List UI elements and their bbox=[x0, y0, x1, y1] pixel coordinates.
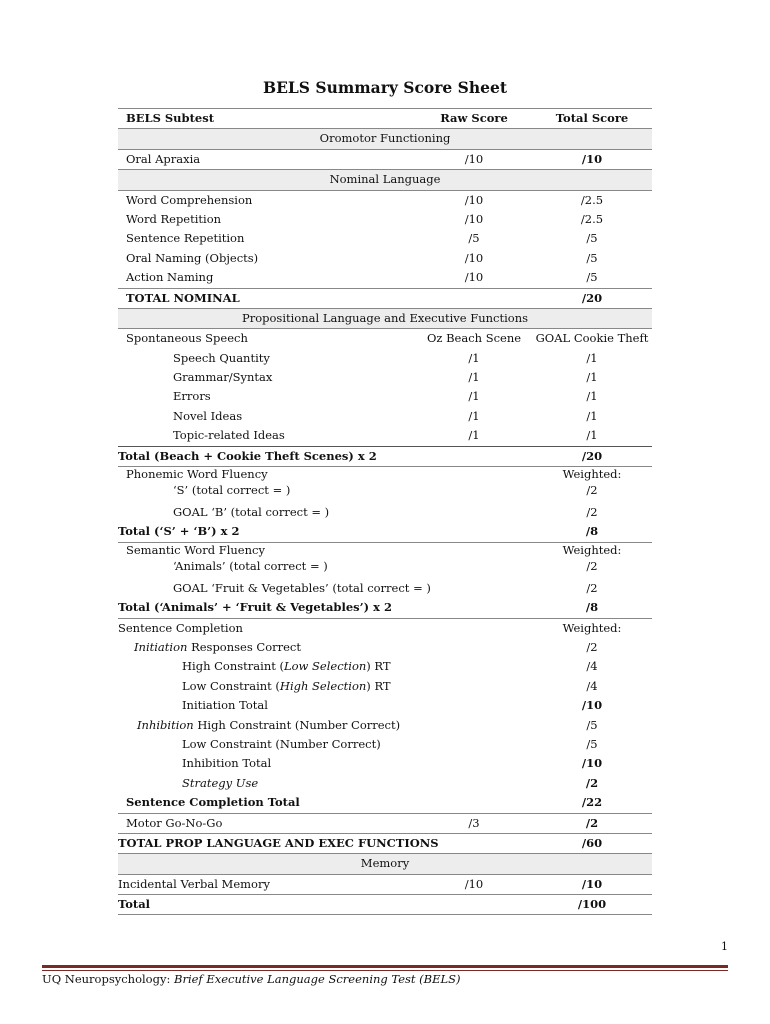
footer-rule-thin bbox=[42, 970, 728, 971]
weighted-label: Weighted: bbox=[562, 542, 622, 557]
text: High Constraint ( bbox=[182, 659, 284, 674]
table-row bbox=[118, 503, 652, 522]
speech-total-row bbox=[118, 447, 652, 466]
row-label: Total (‘S’ + ‘B’) x 2 bbox=[118, 524, 240, 539]
total-score: /4 bbox=[586, 678, 598, 693]
section-oromotor: Oromotor Functioning bbox=[118, 128, 652, 149]
total-score: /5 bbox=[586, 717, 598, 732]
total-score: /10 bbox=[581, 698, 603, 713]
footer-text bbox=[42, 972, 461, 986]
table-row bbox=[118, 210, 652, 229]
raw-score: /1 bbox=[468, 389, 480, 404]
text: Low Constraint ( bbox=[182, 678, 280, 693]
total-score: /2 bbox=[585, 775, 599, 790]
total-score: /5 bbox=[586, 231, 598, 246]
row-label: Oral Apraxia bbox=[126, 151, 201, 166]
footer-rule bbox=[42, 965, 728, 968]
row-label: Errors bbox=[173, 389, 211, 404]
nominal-total-row bbox=[118, 289, 652, 308]
row-label: TOTAL NOMINAL bbox=[126, 290, 240, 305]
row-label: Total (Beach + Cookie Theft Scenes) x 2 bbox=[118, 448, 377, 463]
table-row bbox=[118, 229, 652, 248]
total-score: /4 bbox=[586, 659, 598, 674]
page-title: BELS Summary Score Sheet bbox=[262, 78, 508, 97]
text: ) RT bbox=[366, 678, 391, 693]
total-score: /22 bbox=[581, 795, 603, 810]
row-label: Oral Naming (Objects) bbox=[126, 250, 259, 265]
text: Responses Correct bbox=[187, 639, 301, 654]
row-label bbox=[182, 677, 391, 696]
table-header bbox=[118, 108, 652, 128]
total-score: /100 bbox=[577, 897, 607, 912]
italic-text: Low Selection bbox=[283, 659, 367, 674]
row-label bbox=[137, 716, 400, 735]
row-label: Inhibition Total bbox=[182, 756, 272, 771]
total-score: /2.5 bbox=[580, 211, 604, 226]
table-row bbox=[118, 407, 652, 426]
row-label: Low Constraint (Number Correct) bbox=[182, 736, 381, 751]
row-label: Sentence Repetition bbox=[126, 231, 245, 246]
total-score: /8 bbox=[585, 600, 599, 615]
row-label: Incidental Verbal Memory bbox=[118, 876, 270, 891]
total-score: /2 bbox=[586, 639, 598, 654]
row-label: ‘Animals’ (total correct = ) bbox=[173, 558, 328, 573]
total-score: /8 bbox=[585, 524, 599, 539]
raw-score: /10 bbox=[464, 270, 484, 285]
section-propositional: Propositional Language and Executive Functions bbox=[118, 308, 652, 329]
header-raw: Raw Score bbox=[440, 111, 508, 125]
raw-score: /10 bbox=[464, 211, 484, 226]
total-score: /20 bbox=[581, 290, 603, 305]
phonemic-total-row bbox=[118, 522, 652, 541]
total-score: /10 bbox=[581, 756, 603, 771]
phonemic-block bbox=[118, 466, 652, 503]
table-row bbox=[118, 349, 652, 368]
total-score: /1 bbox=[586, 408, 598, 423]
row-label: Sentence Completion Total bbox=[126, 795, 300, 810]
total-score: /60 bbox=[581, 835, 603, 850]
row-label: Spontaneous Speech bbox=[126, 331, 248, 346]
raw-score: Oz Beach Scene bbox=[426, 331, 522, 346]
weighted-label: Weighted: bbox=[562, 620, 622, 635]
total-score: /1 bbox=[586, 428, 598, 443]
page-number: 1 bbox=[721, 940, 728, 953]
raw-score: /10 bbox=[464, 250, 484, 265]
sentence-total-row bbox=[118, 793, 652, 813]
total-score: /5 bbox=[586, 270, 598, 285]
table-row bbox=[118, 657, 652, 676]
row-label: Total bbox=[118, 897, 151, 912]
raw-score: /5 bbox=[468, 231, 480, 246]
header-subtest: BELS Subtest bbox=[126, 111, 215, 125]
italic-text: High Selection bbox=[279, 678, 367, 693]
table-row bbox=[118, 735, 652, 754]
row-label: Novel Ideas bbox=[173, 408, 243, 423]
row-label: Phonemic Word Fluency bbox=[126, 467, 268, 482]
grand-total-row bbox=[118, 895, 652, 915]
raw-score: /10 bbox=[464, 876, 484, 891]
text: ) RT bbox=[366, 659, 391, 674]
row-label: ‘S’ (total correct = ) bbox=[173, 483, 291, 498]
raw-score: /1 bbox=[468, 408, 480, 423]
row-label: Semantic Word Fluency bbox=[126, 542, 265, 557]
table-row bbox=[118, 579, 652, 598]
prop-total-row bbox=[118, 834, 652, 853]
raw-score: /1 bbox=[468, 428, 480, 443]
footer-prefix: UQ Neuropsychology: bbox=[42, 972, 174, 986]
total-score: /2.5 bbox=[580, 192, 604, 207]
total-score: /20 bbox=[581, 448, 603, 463]
row-label: Sentence Completion bbox=[118, 620, 243, 635]
raw-score: /3 bbox=[468, 815, 480, 830]
row-label: Grammar/Syntax bbox=[173, 370, 273, 385]
raw-score: /1 bbox=[468, 370, 480, 385]
header-total: Total Score bbox=[555, 111, 629, 125]
total-score: /2 bbox=[586, 483, 598, 498]
table-row bbox=[118, 638, 652, 657]
raw-score: /1 bbox=[468, 350, 480, 365]
table-row bbox=[118, 814, 652, 834]
total-score: /10 bbox=[581, 876, 603, 891]
table-row bbox=[118, 677, 652, 696]
raw-score: /10 bbox=[464, 151, 484, 166]
table-row bbox=[118, 716, 652, 735]
row-label: Action Naming bbox=[126, 270, 214, 285]
total-score: /1 bbox=[586, 350, 598, 365]
italic-text: Inhibition bbox=[137, 717, 194, 732]
table-row bbox=[118, 875, 652, 895]
total-score: /2 bbox=[586, 558, 598, 573]
row-label: Speech Quantity bbox=[173, 350, 270, 365]
row-label: Initiation Total bbox=[182, 698, 268, 713]
row-label: GOAL ‘Fruit & Vegetables’ (total correct = ) bbox=[173, 580, 431, 595]
total-score: /5 bbox=[586, 736, 598, 751]
total-score: /2 bbox=[586, 580, 598, 595]
weighted-label: Weighted: bbox=[562, 467, 622, 482]
row-label: Word Comprehension bbox=[126, 192, 253, 207]
total-score: /2 bbox=[586, 505, 598, 520]
table-row bbox=[118, 268, 652, 288]
table-row bbox=[118, 329, 652, 348]
table-row bbox=[118, 774, 652, 793]
row-label: Topic-related Ideas bbox=[173, 428, 285, 443]
score-table bbox=[118, 108, 652, 915]
total-score: /1 bbox=[586, 370, 598, 385]
semantic-total-row bbox=[118, 598, 652, 617]
table-row bbox=[118, 191, 652, 210]
table-row bbox=[118, 696, 652, 715]
table-row bbox=[118, 754, 652, 773]
table-row bbox=[118, 150, 652, 169]
row-label bbox=[182, 657, 391, 676]
row-label: GOAL ‘B’ (total correct = ) bbox=[173, 505, 330, 520]
italic-text: Initiation bbox=[134, 639, 188, 654]
total-score: /2 bbox=[585, 815, 599, 830]
table-row bbox=[118, 426, 652, 446]
row-label: Motor Go-No-Go bbox=[126, 815, 223, 830]
row-label: Strategy Use bbox=[182, 775, 259, 790]
table-row bbox=[118, 387, 652, 406]
text: High Constraint (Number Correct) bbox=[193, 717, 401, 732]
row-label: TOTAL PROP LANGUAGE AND EXEC FUNCTIONS bbox=[118, 835, 439, 850]
table-row bbox=[118, 368, 652, 387]
section-memory: Memory bbox=[118, 853, 652, 874]
row-label bbox=[134, 638, 301, 657]
total-score: GOAL Cookie Theft bbox=[535, 331, 649, 346]
table-row bbox=[118, 618, 652, 638]
row-label: Word Repetition bbox=[126, 211, 222, 226]
section-nominal: Nominal Language bbox=[118, 169, 652, 190]
semantic-block bbox=[118, 542, 652, 579]
total-score: /10 bbox=[581, 151, 603, 166]
total-score: /5 bbox=[586, 250, 598, 265]
total-score: /1 bbox=[586, 389, 598, 404]
footer-italic: Brief Executive Language Screening Test (BELS) bbox=[174, 972, 461, 986]
row-label: Total (‘Animals’ + ‘Fruit & Vegetables’) x 2 bbox=[118, 600, 392, 615]
raw-score: /10 bbox=[464, 192, 484, 207]
table-row bbox=[118, 249, 652, 268]
